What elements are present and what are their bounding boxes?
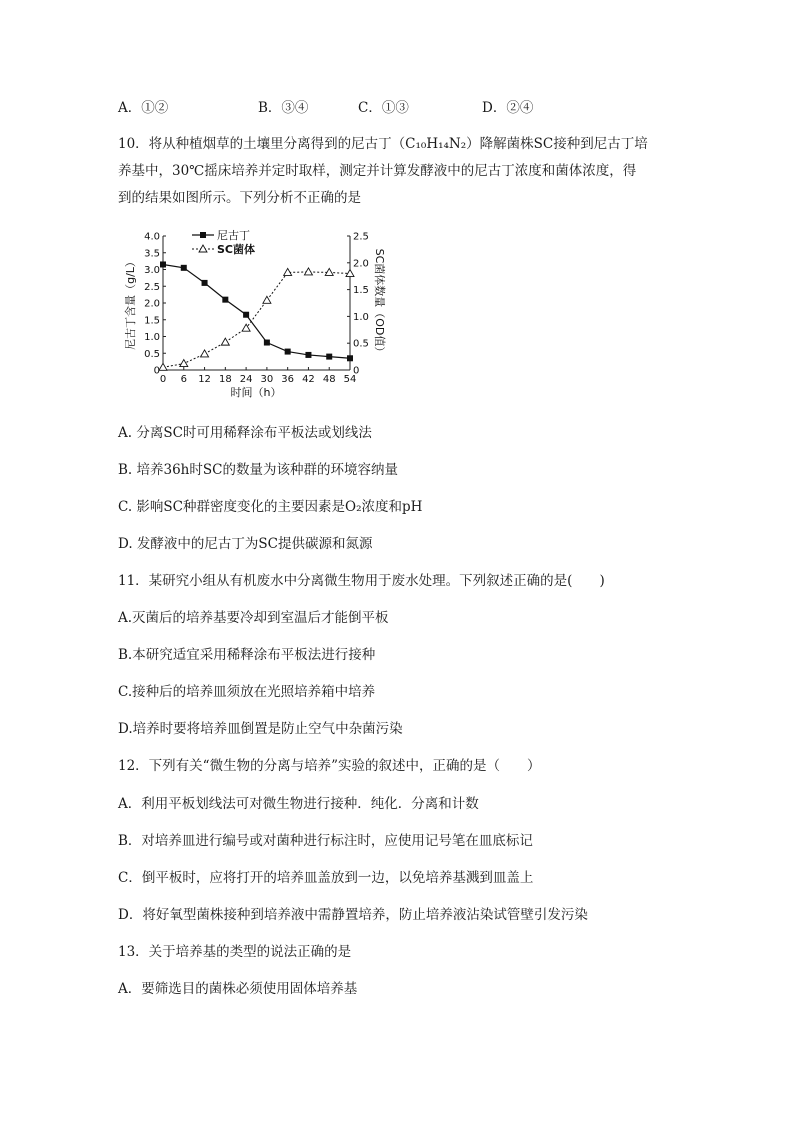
q10-option-a: A. 分离SC时可用稀释涂布平板法或划线法: [118, 425, 372, 441]
right-tick-label: 1.5: [353, 285, 369, 297]
left-tick-label: 3.0: [144, 265, 160, 276]
right-tick-label: 0: [353, 365, 360, 377]
x-tick-label: 30: [260, 374, 274, 385]
q12-option-c: C．倒平板时，应将打开的培养皿盖放到一边，以免培养基溅到皿盖上: [118, 870, 534, 886]
x-tick-label: 24: [239, 374, 253, 385]
q10-option-b: B. 培养36h时SC的数量为该种群的环境容纳量: [118, 462, 398, 478]
sc-data-point: [221, 338, 229, 345]
nicotine-data-point: [347, 355, 353, 361]
legend-label-nicotine: 尼古丁: [217, 229, 250, 242]
q12-option-a: A．利用平板划线法可对微生物进行接种．纯化．分离和计数: [118, 796, 479, 812]
q10-option-c: C. 影响SC种群密度变化的主要因素是O₂浓度和pH: [118, 499, 423, 515]
right-tick-label: 2.5: [353, 231, 369, 243]
sc-data-point: [304, 268, 312, 275]
q11-option-d: D.培养时要将培养皿倒置是防止空气中杂菌污染: [118, 721, 403, 737]
x-tick-label: 36: [281, 374, 295, 385]
left-tick-label: 1.0: [144, 332, 160, 343]
left-tick-label: 2.5: [144, 281, 160, 293]
right-tick-label: 0.5: [353, 338, 369, 350]
legend-label-sc: SC菌体: [217, 243, 255, 256]
q11-option-c: C.接种后的培养皿须放在光照培养箱中培养: [118, 684, 376, 700]
right-tick-label: 2.0: [353, 258, 369, 270]
nicotine-sc-chart: [118, 224, 386, 402]
q12-stem: 12．下列有关“微生物的分离与培养”实验的叙述中，正确的是（ ）: [118, 758, 541, 774]
q12-option-d: D．将好氧型菌株接种到培养液中需静置培养，防止培养液沾染试管壁引发污染: [118, 907, 588, 923]
y-axis-label-left: 尼古丁含量（g/L）: [124, 256, 137, 350]
sc-series-line: [163, 272, 350, 367]
q10-stem-line-2: 养基中，30℃摇床培养并定时取样，测定并计算发酵液中的尼古丁浓度和菌体浓度，得: [118, 163, 637, 179]
left-tick-label: 3.5: [144, 248, 160, 260]
nicotine-data-point: [181, 265, 187, 271]
x-tick-label: 18: [218, 374, 232, 385]
sc-data-point: [263, 296, 271, 303]
q13-option-a: A．要筛选目的菌株必须使用固体培养基: [118, 981, 358, 997]
q11-stem: 11．某研究小组从有机废水中分离微生物用于废水处理。下列叙述正确的是( ): [118, 573, 605, 589]
x-axis-label: 时间（h）: [230, 386, 282, 399]
x-tick-label: 6: [180, 374, 187, 385]
series-layer: [159, 261, 354, 370]
prev-option-b: B．③④: [258, 100, 309, 116]
left-tick-label: 0: [153, 365, 160, 377]
left-tick-label: 1.5: [144, 315, 160, 327]
sc-data-point: [346, 270, 354, 277]
q13-stem: 13．关于培养基的类型的说法正确的是: [118, 944, 352, 960]
q10-stem-line-3: 到的结果如图所示。下列分析不正确的是: [118, 190, 361, 206]
sc-data-point: [201, 350, 209, 357]
nicotine-data-point: [305, 352, 311, 358]
plot-frame: [163, 236, 350, 370]
legend: [192, 228, 255, 256]
q11-option-b: B.本研究适宜采用稀释涂布平板法进行接种: [118, 647, 376, 663]
nicotine-data-point: [202, 280, 208, 286]
x-tick-label: 54: [343, 374, 357, 385]
left-tick-label: 4.0: [144, 231, 160, 243]
sc-data-point: [180, 360, 188, 367]
nicotine-data-point: [285, 349, 291, 355]
prev-option-d: D．②④: [482, 100, 534, 116]
left-tick-label: 0.5: [144, 348, 160, 360]
nicotine-data-point: [160, 261, 166, 267]
x-tick-label: 0: [159, 374, 167, 385]
sc-data-point: [159, 363, 167, 370]
left-tick-label: 2.0: [144, 298, 160, 310]
x-tick-label: 42: [302, 374, 315, 385]
y-axis-label-right: SC菌体数量（OD值）: [373, 248, 386, 358]
prev-option-c: C．①③: [358, 100, 409, 116]
q11-option-a: A.灭菌后的培养基要冷却到室温后才能倒平板: [118, 610, 389, 626]
q12-option-b: B．对培养皿进行编号或对菌种进行标注时，应使用记号笔在皿底标记: [118, 833, 533, 849]
x-tick-label: 48: [322, 374, 336, 385]
x-tick-label: 12: [198, 374, 211, 385]
legend-marker-square: [200, 232, 206, 238]
nicotine-data-point: [264, 340, 270, 346]
q10-stem-line-1: 10．将从种植烟草的土壤里分离得到的尼古丁（C₁₀H₁₄N₂）降解菌株SC接种到尼古丁培: [118, 136, 648, 152]
q10-option-d: D. 发酵液中的尼古丁为SC提供碳源和氮源: [118, 536, 373, 552]
nicotine-data-point: [222, 297, 228, 303]
nicotine-series-line: [163, 264, 350, 358]
right-tick-label: 1.0: [353, 311, 369, 323]
prev-option-a: A．①②: [118, 100, 169, 116]
nicotine-data-point: [326, 354, 332, 360]
nicotine-data-point: [243, 312, 249, 318]
